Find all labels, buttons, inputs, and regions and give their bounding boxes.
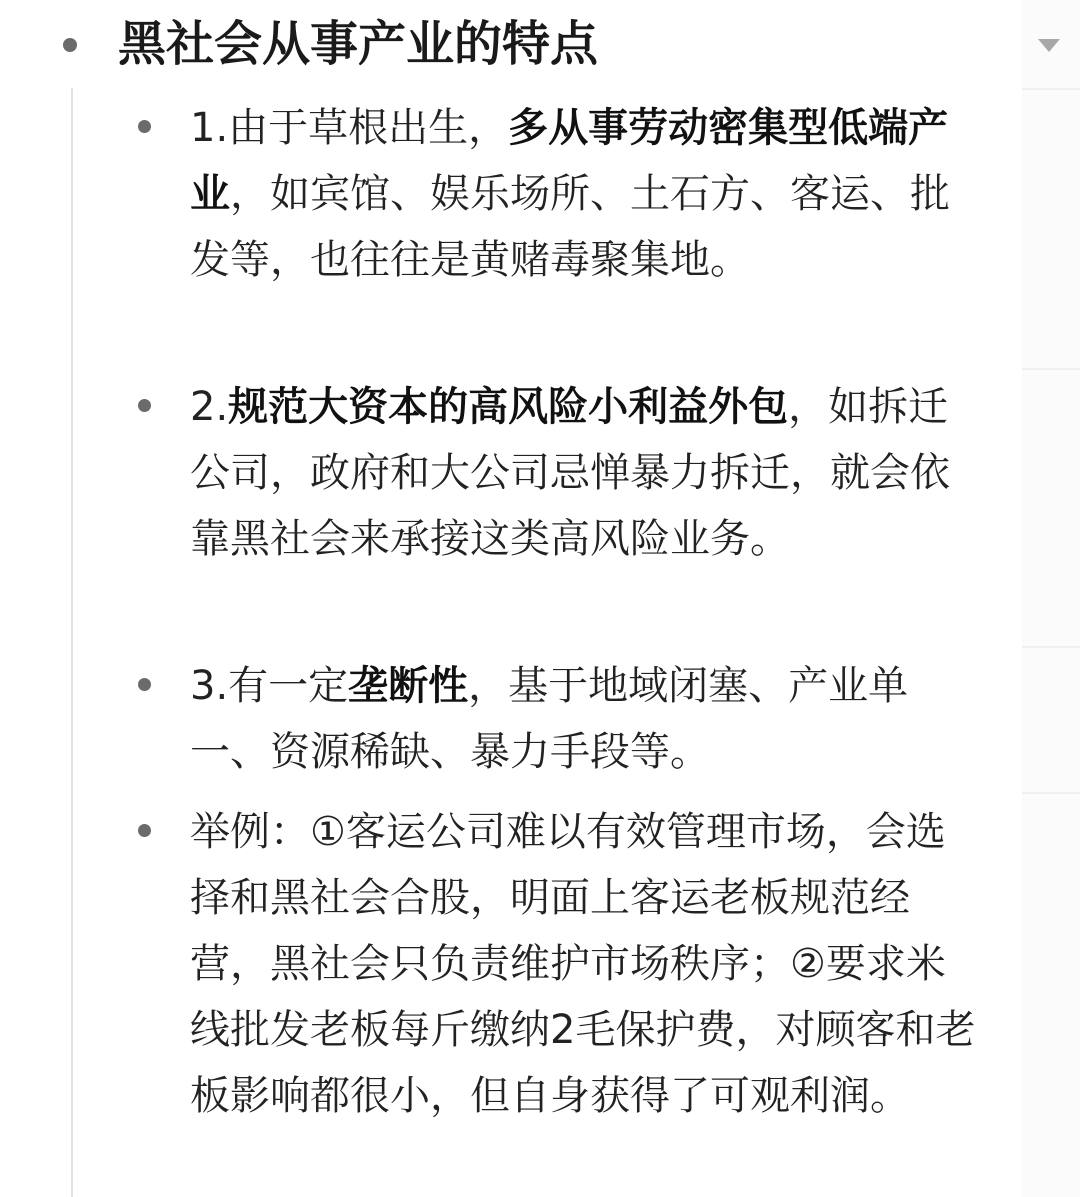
rail-divider [1022, 792, 1080, 794]
collapse-toggle-button[interactable] [1034, 30, 1064, 60]
right-side-rail [1022, 0, 1080, 1197]
text-segment: 1.由于草根出生， [190, 105, 509, 151]
outline-child-item[interactable] [190, 799, 980, 1129]
text-segment: ，如宾馆、娱乐场所、土石方、客运、批发等，也往往是黄赌毒聚集地。 [190, 171, 950, 283]
child-bullet-icon[interactable] [138, 824, 151, 837]
child-bullet-icon[interactable] [138, 678, 151, 691]
outline-node-title[interactable]: 黑社会从事产业的特点 [118, 16, 599, 72]
indent-guide-line [71, 88, 73, 1197]
rail-divider [1022, 88, 1080, 90]
text-segment: 举例：①客运公司难以有效管理市场，会选择和黑社会合股，明面上客运老板规范经营，黑社会只负责维护市场秩序；②要求米线批发老板每斤缴纳2毛保护费，对顾客和老板影响都很小，但自身获得了可观利润。 [190, 809, 976, 1119]
outline-child-item[interactable] [190, 653, 980, 785]
rail-divider [1022, 646, 1080, 648]
text-segment: 2. [190, 384, 229, 430]
bold-text-segment: 垄断性 [348, 663, 469, 709]
rail-divider [1022, 368, 1080, 370]
outline-child-item[interactable] [190, 374, 980, 572]
child-bullet-icon[interactable] [138, 399, 151, 412]
text-segment: ，基于地域闭塞、产业单一、资源稀缺、暴力手段等。 [190, 663, 909, 775]
child-bullet-icon[interactable] [138, 120, 151, 133]
bold-text-segment: 多从事劳动密集型低端产业 [190, 105, 949, 217]
outline-child-item[interactable] [190, 95, 980, 293]
text-segment: ，如拆迁公司，政府和大公司忌惮暴力拆迁，就会依靠黑社会来承接这类高风险业务。 [190, 384, 950, 562]
text-segment: 3.有一定 [190, 663, 349, 709]
bold-text-segment: 规范大资本的高风险小利益外包 [228, 384, 789, 430]
caret-down-icon [1038, 39, 1060, 52]
outline-bullet-icon[interactable] [63, 38, 77, 52]
